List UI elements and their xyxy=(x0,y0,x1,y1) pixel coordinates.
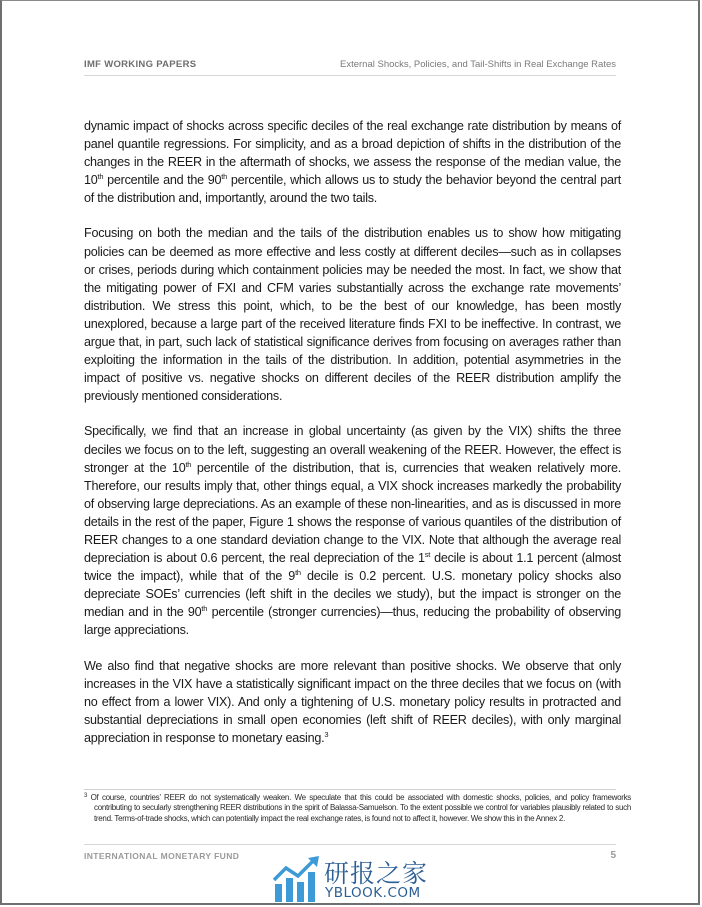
text-run: percentile and the 90 xyxy=(103,173,222,188)
watermark-chinese-text: 研报之家 xyxy=(324,859,429,888)
superscript: th xyxy=(221,172,228,182)
body-text xyxy=(84,117,621,764)
superscript: 3 xyxy=(324,729,329,739)
superscript: th xyxy=(97,172,104,182)
page-number: 5 xyxy=(610,850,616,861)
superscript: th xyxy=(295,568,301,578)
watermark-domain: YBLOOK.COM xyxy=(325,885,421,901)
paper-title: External Shocks, Policies, and Tail-Shifts in Real Exchange Rates xyxy=(340,59,616,70)
superscript: th xyxy=(185,459,192,469)
text-run: We also find that negative shocks are more relevant than positive shocks. We observe that only increases in the VIX have a statistically significant impact on the three deciles that we focus on (with no effect from a lower VIX). And only a tightening of U.S. monetary policy results in protracted and substantial depreciations in small open economies (left shift of REER deciles), with only marginal appreciation in response to monetary easing. xyxy=(84,658,621,745)
footnote-marker: 3 xyxy=(84,793,88,799)
superscript: th xyxy=(201,604,208,614)
text-run: decile is 0.2 percent. U.S. monetary policy shocks also depreciate SOEs’ currencies (left shift in the deciles we study), but the impact is stronger on the median and in the 90 xyxy=(84,569,621,620)
paragraph xyxy=(84,422,621,639)
text-run: decile is about 1.1 percent (almost twice the impact), while that of the 9 xyxy=(84,551,621,584)
footnote xyxy=(84,793,631,824)
series-title: IMF WORKING PAPERS xyxy=(84,59,197,70)
running-header xyxy=(84,55,616,76)
text-run: Specifically, we find that an increase in global uncertainty (as given by the VIX) shifts the three deciles we focus on to the left, suggesting an overall weakening of the REER. However, the effect is stronger at the 10 xyxy=(84,424,621,475)
text-run: Focusing on both the median and the tails of the distribution enables us to show how mitigating policies can be deemed as more effective and less costly at different deciles—such as in collapses or crises, periods during which containment policies may be needed the most. In fact, we show that the mitigating power of FXI and CFM varies substantially across the exchange rate movements’ distribution. We stress this point, which, to be the best of our knowledge, has been mostly unexplored, because a large part of the received literature finds FXI to be ineffective. In contrast, we argue that, in part, such lack of statistical significance derives from focusing on averages rather than exploiting the information in the tails of the distribution. In addition, potential asymmetries in the impact of positive vs. negative shocks on different deciles of the REER distribution amplify the previously mentioned considerations. xyxy=(84,226,621,404)
paragraph xyxy=(84,117,621,207)
text-run: percentile, which allows us to study the behavior beyond the central part of the distribution and, importantly, around the two tails. xyxy=(84,173,621,206)
footnote-text: Of course, countries’ REER do not systematically weaken. We speculate that this could be associated with domestic shocks, policies, and policy frameworks contributing to secularly strengthening REER distributions in the spirit of Balassa-Samuelson. To the extent possible we control for variables plausibly related to such trend. Terms-of-trade shocks, which can potentially impact the real exchange rates, is found not to affect it, however. We show this in the Annex 2. xyxy=(87,793,631,823)
footer-organization: INTERNATIONAL MONETARY FUND xyxy=(84,851,240,861)
paragraph xyxy=(84,657,621,747)
bar-chart-arrow-icon xyxy=(272,856,322,904)
superscript: st xyxy=(424,550,431,560)
running-footer xyxy=(84,844,616,861)
footnote-divider xyxy=(84,789,616,790)
paragraph xyxy=(84,224,621,405)
text-run: percentile (stronger currencies)—thus, reducing the probability of observing large appreciations. xyxy=(84,605,621,638)
watermark-logo xyxy=(272,854,452,904)
text-run: dynamic impact of shocks across specific deciles of the real exchange rate distribution by means of panel quantile regressions. For simplicity, and as a broad depiction of shifts in the distribution of the changes in the REER in the aftermath of shocks, we assess the response of the median value, the 10 xyxy=(84,119,621,188)
text-run: percentile of the distribution, that is, currencies that weaken relatively more. Therefore, our results imply that, other things equal, a VIX shock increases markedly the probability of observing large depreciations. As an example of these non-linearities, and as is discussed in more details in the rest of the paper, Figure 1 shows the response of various quantiles of the distribution of REER changes to a one standard deviation change to the VIX. Note that although the average real depreciation is about 0.6 percent, the real depreciation of the 1 xyxy=(84,460,621,566)
